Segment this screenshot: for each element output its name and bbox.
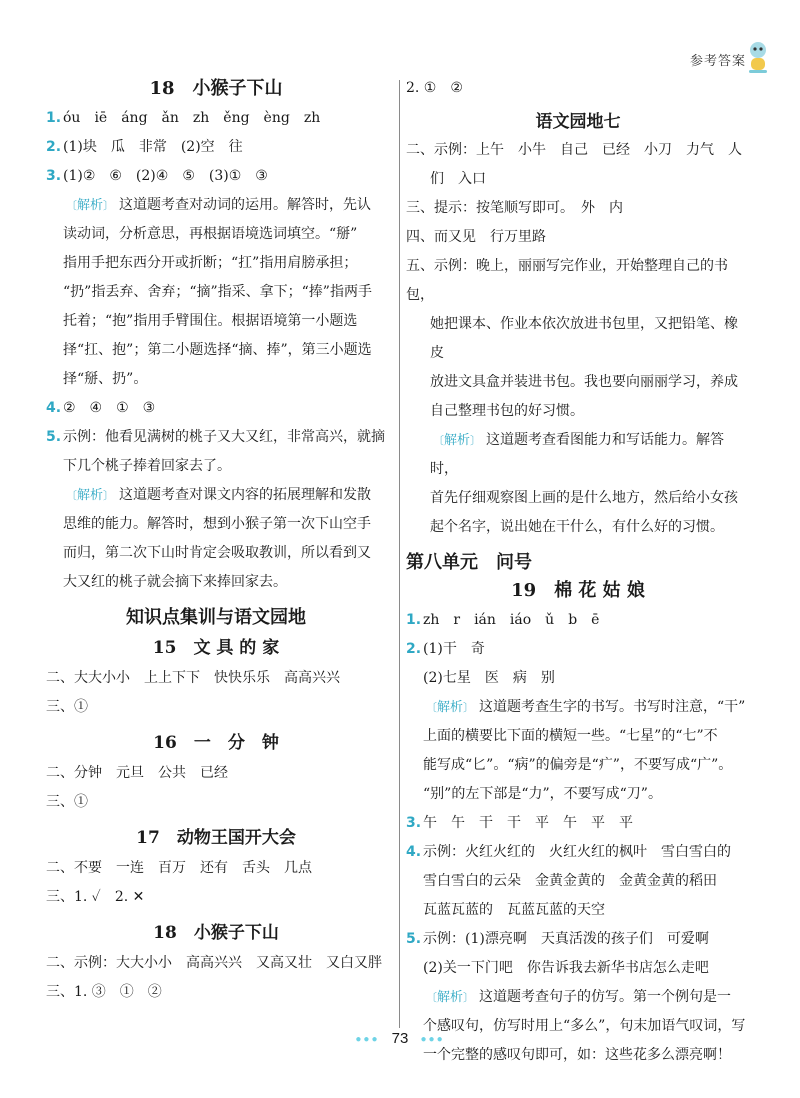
item-number: 3.: [406, 815, 422, 831]
item-text: 示例：他看见满树的桃子又大又红，非常高兴，就摘: [63, 429, 385, 445]
header-answer-label: 参考答案: [689, 54, 746, 69]
answer-line: 们 入口: [430, 171, 486, 187]
item-number: 1.: [406, 612, 422, 628]
item-text: 示例：(1)漂亮啊 天真活泼的孩子们 可爱啊: [423, 931, 709, 947]
answer-line: 三、提示：按笔顺写即可。 外 内: [406, 200, 623, 216]
analysis-text: 这道题考查看图能力和写话能力。解答时，: [430, 432, 725, 477]
section-title: 18 小猴子下山: [149, 78, 283, 99]
answer-item: [406, 606, 750, 635]
answer-line: 放进文具盒并装进书包。我也要向丽丽学习，养成: [430, 374, 738, 390]
column-divider: [399, 80, 400, 1028]
analysis-line: 择“扛、抱”；第二小题选择“摘、捧”，第三小题选: [63, 342, 372, 358]
answer-item: [406, 925, 750, 954]
item-number: 4.: [46, 400, 62, 416]
analysis-line: 上面的横要比下面的横短一些。“七星”的“七”不: [423, 728, 718, 744]
analysis-tag: 〔 解析 〕: [423, 983, 477, 1012]
answer-line: 四、而又见 行万里路: [406, 229, 546, 245]
lesson-title: 15 文 具 的 家: [152, 638, 280, 658]
lesson-title: 19 棉 花 姑 娘: [511, 580, 645, 601]
item-text: 午 午 干 干 平 午 平 平: [423, 815, 633, 831]
answer-line: 二、示例：大大小小 高高兴兴 又高又壮 又白又胖: [46, 955, 382, 971]
answer-line: 三、①: [46, 699, 88, 715]
item-text-cont: 下几个桃子捧着回家去了。: [63, 458, 231, 474]
analysis-line: 指用手把东西分开或折断；“扛”指用肩膀承担；: [63, 255, 358, 271]
analysis-line: [406, 693, 750, 722]
item-text-cont: 雪白雪白的云朵 金黄金黄的 金黄金黄的稻田: [423, 873, 717, 889]
analysis-line: 起个名字，说出她在干什么，有什么好的习惯。: [430, 519, 724, 535]
analysis-line: 首先仔细观察图上画的是什么地方，然后给小女孩: [430, 490, 738, 506]
item-text: óu iē áng ǎn zh ěng èng zh: [63, 110, 321, 126]
item-number: 5.: [406, 931, 422, 947]
analysis-tag: 〔 解析 〕: [430, 426, 484, 455]
item-text-cont: (2)七星 医 病 别: [423, 670, 555, 686]
item-number: 1.: [46, 110, 62, 126]
analysis-line: “扔”指丢弃、舍弃；“摘”指采、拿下；“捧”指两手: [63, 284, 372, 300]
analysis-line: [46, 481, 386, 510]
page-footer: [0, 1030, 800, 1047]
answer-item: [46, 423, 386, 452]
answer-item: [46, 133, 386, 162]
analysis-line: 择“掰、扔”。: [63, 371, 148, 387]
analysis-line: 而归，第二次下山时肯定会吸取教训，所以看到又: [63, 545, 371, 561]
analysis-tag: 〔 解析 〕: [63, 191, 117, 220]
analysis-line: [46, 191, 386, 220]
item-text: zh r ián iáo ǔ b ē: [423, 612, 600, 628]
lesson-title: 17 动物王国开大会: [136, 828, 296, 848]
analysis-line: 一个完整的感叹句即可，如：这些花多么漂亮啊！: [423, 1047, 731, 1063]
answer-line: 二、不要 一连 百万 还有 舌头 几点: [46, 860, 312, 876]
right-column: [406, 74, 750, 1070]
analysis-line: 托着；“抱”指用手臂围住。根据语境第一小题选: [63, 313, 358, 329]
answer-line: 她把课本、作业本依次放进书包里，又把铅笔、橡皮: [430, 316, 738, 361]
mascot-icon: [746, 40, 770, 74]
analysis-text: 这道题考查句子的仿写。第一个例句是一: [479, 989, 732, 1005]
answer-line: 三、1. ✓ 2. ✕: [46, 889, 145, 905]
lesson-title: 18 小猴子下山: [153, 923, 279, 943]
answer-item: [46, 104, 386, 133]
item-number: 3.: [46, 168, 62, 184]
answer-line: 二、示例：上午 小牛 自己 已经 小刀 力气 人: [406, 142, 742, 158]
page-number: 73: [391, 1030, 409, 1047]
answer-line: 2. ① ②: [406, 80, 463, 96]
answer-line: 自己整理书包的好习惯。: [430, 403, 584, 419]
answer-line: 三、1. ③ ① ②: [46, 984, 162, 1000]
analysis-line: 思维的能力。解答时，想到小猴子第一次下山空手: [63, 516, 371, 532]
analysis-tag: 〔 解析 〕: [63, 481, 117, 510]
analysis-line: [406, 426, 750, 484]
item-text: (1)干 奇: [423, 641, 485, 657]
unit-title: 第八单元 问号: [406, 552, 532, 573]
answer-line: 二、分钟 元旦 公共 已经: [46, 765, 228, 781]
analysis-line: “别”的左下部是“力”，不要写成“刀”。: [423, 786, 662, 802]
answer-item: [46, 162, 386, 191]
section-title: 知识点集训与语文园地: [126, 607, 306, 628]
section-title: 语文园地七: [535, 112, 621, 132]
answer-line: 五、示例：晚上，丽丽写完作业，开始整理自己的书包，: [406, 258, 728, 303]
analysis-line: [406, 983, 750, 1012]
answer-item: [406, 635, 750, 664]
item-text: (1)② ⑥ (2)④ ⑤ (3)① ③: [63, 168, 268, 184]
analysis-text: 这道题考查对动词的运用。解答时，先认: [119, 197, 372, 213]
answer-item: [406, 809, 750, 838]
answer-line: 二、大大小小 上上下下 快快乐乐 高高兴兴: [46, 670, 340, 686]
analysis-text: 这道题考查生字的书写。书写时注意，“干”: [479, 699, 746, 715]
item-text: ② ④ ① ③: [63, 400, 156, 416]
answer-item: [406, 838, 750, 867]
item-number: 4.: [406, 844, 422, 860]
item-number: 2.: [406, 641, 422, 657]
footer-dots-right: ●●●: [420, 1033, 445, 1045]
item-number: 5.: [46, 429, 62, 445]
answer-item: [46, 394, 386, 423]
item-text: (1)块 瓜 非常 (2)空 往: [63, 139, 243, 155]
footer-dots-left: ●●●: [355, 1033, 380, 1045]
analysis-line: 读动词，分析意思，再根据语境选词填空。“掰”: [63, 226, 358, 242]
answer-line: 三、①: [46, 794, 88, 810]
item-text: 示例：火红火红的 火红火红的枫叶 雪白雪白的: [423, 844, 731, 860]
item-text-cont: 瓦蓝瓦蓝的 瓦蓝瓦蓝的天空: [423, 902, 605, 918]
analysis-text: 这道题考查对课文内容的拓展理解和发散: [119, 487, 372, 503]
analysis-tag: 〔 解析 〕: [423, 693, 477, 722]
item-text-cont: (2)关一下门吧 你告诉我去新华书店怎么走吧: [423, 960, 709, 976]
analysis-line: 个感叹句，仿写时用上“多么”，句末加语气叹词，写: [423, 1018, 746, 1034]
lesson-title: 16 一 分 钟: [153, 733, 279, 753]
analysis-line: 大又红的桃子就会摘下来捧回家去。: [63, 574, 287, 590]
item-number: 2.: [46, 139, 62, 155]
analysis-line: 能写成“匕”。“病”的偏旁是“疒”，不要写成“广”。: [423, 757, 733, 773]
left-column: [46, 74, 386, 1007]
